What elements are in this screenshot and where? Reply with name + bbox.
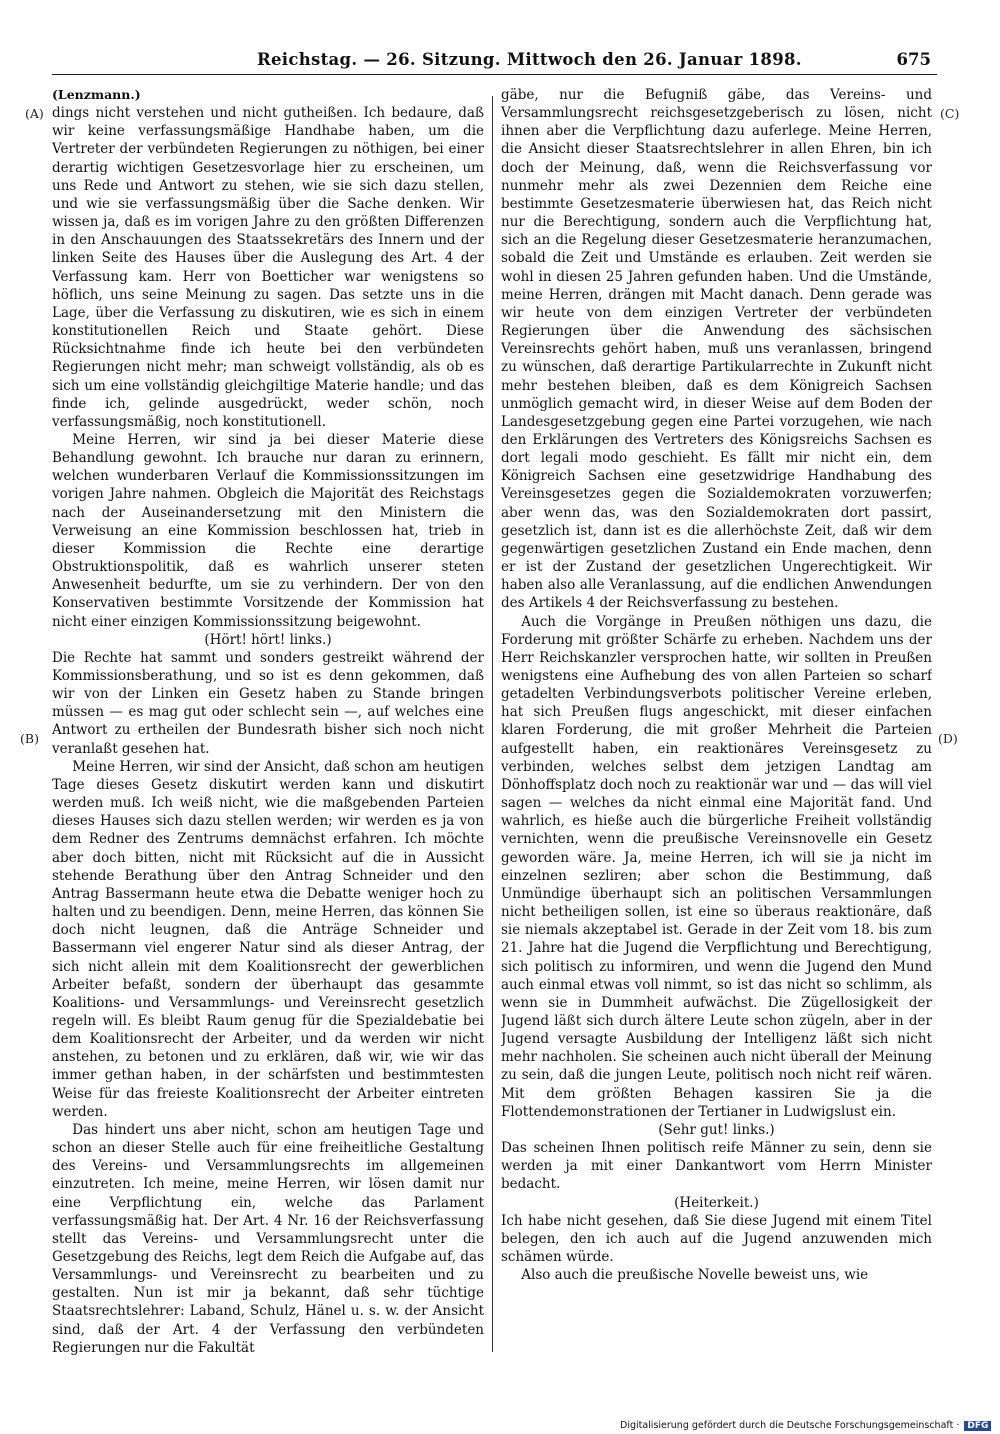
interjection: (Hört! hört! links.): [204, 631, 332, 648]
margin-marker-d: (D): [938, 731, 958, 746]
right-paragraph-2: Auch die Vorgänge in Preußen nöthigen uns dazu, die Forderung mit größter Schärfe zu erheben. Nachdem uns der Herr Reichskanzler versprochen hatte, wir sollten in Preußen wenigstens eine Aufhebung des von allen Parteien so scharf getadelten Verbindungsverbots politischer Vereine erleben, hat sich Preußen flugs angeschickt, mit dieser einfachen klaren Forderung, die mit großer Mehrheit die Parteien aufgestellt haben, ein reaktionäres Vereinsgesetz zu verbinden, welches selbst dem jetzigen Landtag am Dönhoffsplatz doch noch zu reaktionär war und — das will viel sagen — welches da nicht einmal eine Majorität fand. Und wahrlich, es hieße auch die bürgerliche Freiheit vollständig vernichten, wenn die preußische Vereinsnovelle ein Gesetz geworden wäre. Ja, meine Herren, ich will sie ja nicht im einzelnen sezliren; aber schon die Bestimmung, daß Unmündige überhaupt sich an politischen Versammlungen nicht betheiligen sollen, ist eine so überaus reaktionäre, daß sie niemals akzeptabel ist. Gerade in der Zeit vom 18. bis zum 21. Jahre hat die Jugend die Verpflichtung und Berechtigung, sich politisch zu informiren, und wenn die Jugend den Mund auch einmal etwas voll nimmt, so ist das nicht so schlimm, als wenn sie in Dummheit aufwächst. Die Zügellosigkeit der Jugend läßt sich durch ältere Leute schon zügeln, aber in der Jugend versagte Ausbildung der Intelligenz läßt sich nicht mehr nachholen. Sie scheinen auch nicht überall der Meinung zu sein, daß die jungen Leute, politisch noch nicht reif wären. Mit dem größten Behagen kassiren Sie ja die Flottendemonstrationen der Tertianer in Ludwigslust ein.: [501, 613, 932, 1120]
column-divider: [492, 96, 493, 1352]
right-paragraph-1: gäbe, nur die Befugniß gäbe, das Vereins- und Versammlungsrecht reichsgesetzgeberisch zu lösen, nicht ihnen aber die Verpflichtung dazu auferlege. Meine Herren, die Ansicht dieser Staatsrechtslehrer in allen Ehren, bin ich doch der Meinung, daß, wenn die Reichsverfassung vor nunmehr mehr als zwei Dezennien dem Reiche eine bestimmte Gesetzesmaterie überwiesen hat, das Reich nicht nur die Berechtigung, sondern auch die Verpflichtung hat, sich an die Regelung dieser Gesetzesmaterie heranzumachen, sobald die Zeit und Umstände es erlauben. Zeit werden sie wohl in diesen 25 Jahren gefunden haben. Und die Umstände, meine Herren, drängen mit Macht danach. Denn gerade was wir heute von dem einzigen Vertreter der verbündeten Regierungen über die Anwendung des sächsischen Vereinsrechts gehört haben, muß uns veranlassen, bringend zu wünschen, daß derartige Partikularrechte in Zukunft nicht mehr bestehen bleiben, daß es dem Königreich Sachsen unmöglich gemacht wird, in dieser Weise auf dem Boden der Landesgesetzgebung gegen eine Partei vorzugehen, wie nach den Erklärungen des Vertreters des Königsreichs Sachsen es dort legali modo geschieht. Es fällt mir nicht ein, dem Königreich Sachsen eine gesetzwidrige Handhabung des Vereinsgesetzes gegen die Sozialdemokraten vorzuwerfen; aber wenn das, was den Sozialdemokraten dort passirt, gesetzlich ist, dann ist es die allerhöchste Zeit, daß wir dem gegenwärtigen gesetzlichen Zustand ein Ende machen, denn er ist der Zustand der gesetzlichen Ungerechtigkeit. Wir haben also alle Veranlassung, auf die endlichen Anwendungen des Artikels 4 der Reichsverfassung zu bestehen.: [501, 87, 932, 612]
page-number: 675: [896, 50, 931, 69]
left-paragraph-1: dings nicht verstehen und nicht gutheißen. Ich bedaure, daß wir keine verfassungsmäßige Handhabe haben, um die Vertreter der verbündeten Regierungen zu nöthigen, bei einer derartig wichtigen Gesetzesvorlage hier zu erscheinen, um uns Rede und Antwort zu stehen, wie sie sich dazu stellen, und wie sie verfassungsmäßig über die Sache denken. Wir wissen ja, daß es im vorigen Jahre zu den größten Differenzen in den Anschauungen des Staatssekretärs des Innern und der linken Seite des Hauses über die Auslegung des Art. 4 der Verfassung kam. Herr von Boetticher war wenigstens so höflich, uns seine Meinung zu sagen. Das setzte uns in die Lage, über die Verfassung zu diskutiren, wie es sich in einem konstitutionellen Reich und Staate gehört. Diese Rücksichtnahme finde ich heute bei den verbündeten Regierungen nicht mehr; man schweigt vollständig, als ob es sich um eine vollständig gleichgiltige Materie handle; und das finde ich, gelinde ausgedrückt, weder schön, noch verfassungsmäßig, noch konstitutionell.: [52, 105, 484, 430]
footer-text: Digitalisierung gefördert durch die Deutsche Forschungsgemeinschaft: [620, 1420, 954, 1431]
margin-marker-b: (B): [20, 731, 39, 746]
right-paragraph-5: Also auch die preußische Novelle beweist uns, wie: [521, 1267, 869, 1284]
speaker-label: (Lenzmann.): [52, 87, 141, 102]
left-paragraph-2: Meine Herren, wir sind ja bei dieser Materie diese Behandlung gewohnt. Ich brauche nur daran zu erinnern, welchen wunderbaren Verlauf die Kommissionssitzungen im vorigen Jahre nahmen. Obgleich die Majorität des Reichstags nach der Auseinandersetzung mit den Ministern die Verweisung an eine Kommission beschlossen hat, trieb in dieser Kommission die Rechte eine derartige Obstruktionspolitik, daß es wahrlich unserer steten Anwesenheit bedurfte, um sie zu verhindern. Der von den Konservativen bestimmte Vorsitzende der Kommission hat nicht einer einzigen Kommissionssitzung beigewohnt.: [52, 431, 484, 630]
right-paragraph-4: Ich habe nicht gesehen, daß Sie diese Jugend mit einem Titel belegen, den ich auch auf die Jugend anzuwenden mich schämen würde.: [501, 1212, 932, 1265]
right-paragraph-3: Das scheinen Ihnen politisch reife Männer zu sein, denn sie werden ja mit einer Dankantwort vom Herrn Minister bedacht.: [501, 1140, 932, 1193]
left-paragraph-3: Die Rechte hat sammt und sonders gestreikt während der Kommissionsberathung, und so ist es denn gekommen, daß wir von der Linken ein Gesetz haben zu Stande bringen müssen — es mag gut oder schlecht sein —, auf welches eine Antwort zu ertheilen der Bundesrath bisher sich noch nicht veranlaßt gesehen hat.: [52, 649, 484, 757]
left-column: [52, 86, 484, 1382]
margin-marker-c: (C): [940, 106, 960, 121]
dfg-logo: DFG: [964, 1421, 991, 1431]
interjection: (Heiterkeit.): [674, 1194, 759, 1211]
running-title: Reichstag. — 26. Sitzung. Mittwoch den 26. Januar 1898.: [257, 50, 802, 69]
margin-marker-a: (A): [25, 106, 44, 121]
left-paragraph-4: Meine Herren, wir sind der Ansicht, daß schon am heutigen Tage dieses Gesetz diskutirt werden kann und diskutirt werden muß. Ich weiß nicht, wie die maßgebenden Parteien dieses Hauses sich dazu stellen werden; wir werden es ja von dem Redner des Zentrums demnächst erfahren. Ich möchte aber doch bitten, nicht mit Rücksicht auf die in Aussicht stehende Berathung über den Antrag Schneider und den Antrag Bassermann heute etwa die Debatte weniger hoch zu halten und zu beendigen. Denn, meine Herren, das können Sie doch nicht leugnen, daß die Anträge Schneider und Bassermann viel engerer Natur sind als dieser Antrag, der sich nicht allein mit dem Koalitionsrecht der gewerblichen Arbeiter befaßt, sondern der überhaupt das gesammte Koalitions- und Versammlungs- und Vereinsrecht gesetzlich regeln will. Es bleibt Raum genug für die Spezialdebatie bei dem Koalitionsrecht der Arbeiter, und da werden wir nicht anstehen, zu betonen und zu erklären, daß wir, wie wir das immer gethan haben, in der schärfsten und bestimmtesten Weise für das freieste Koalitionsrecht der Arbeiter eintreten werden.: [52, 758, 484, 1120]
interjection: (Sehr gut! links.): [658, 1121, 775, 1138]
page-header: [52, 44, 937, 75]
left-paragraph-5: Das hindert uns aber nicht, schon am heutigen Tage und schon an dieser Stelle auch für eine freiheitliche Gestaltung des Vereins- und Versammlungsrechts im allgemeinen einzutreten. Ich meine, meine Herren, wir lösen damit nur eine Verpflichtung ein, welche das Parlament verfassungsmäßig hat. Der Art. 4 Nr. 16 der Reichsverfassung stellt das Vereins- und Versammlungsrecht unter die Gesetzgebung des Reichs, legt dem Reich die Aufgabe auf, das Versammlungs- und Vereinsrecht zu bearbeiten und zu gestalten. Nun ist mir ja bekannt, daß sehr tüchtige Staatsrechtslehrer: Laband, Schulz, Hänel u. s. w. der Ansicht sind, daß der Art. 4 der Verfassung den verbündeten Regierungen nur die Fakultät: [52, 1121, 484, 1356]
right-column: [501, 86, 932, 1382]
footer: Digitalisierung gefördert durch die Deutsche Forschungsgemeinschaft · DFG: [620, 1420, 991, 1431]
